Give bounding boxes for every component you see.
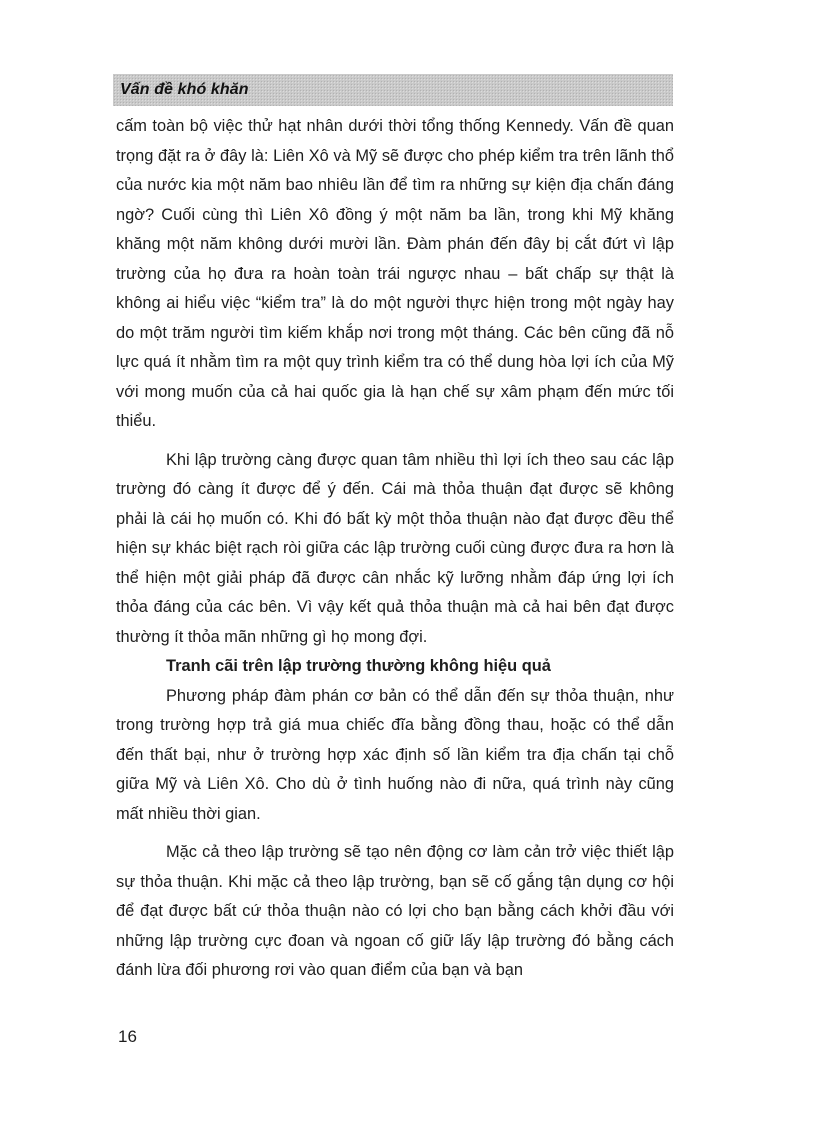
running-header-title: Vấn đề khó khăn <box>120 81 249 98</box>
page-number: 16 <box>118 1027 137 1046</box>
section-heading: Tranh cãi trên lập trường thường không hiệu quả <box>166 657 551 675</box>
paragraph-3: Phương pháp đàm phán cơ bản có thể dẫn đến sự thỏa thuận, như trong trường hợp trả giá mua chiếc đĩa bằng đồng thau, hoặc có thể dẫn đến thất bại, như ở trường hợp xác định số lần kiểm tra địa chấn tại chỗ giữa Mỹ và Liên Xô. Cho dù ở tình huống nào đi nữa, quá trình này cũng mất nhiều thời gian. <box>116 686 674 823</box>
paragraph-2: Khi lập trường càng được quan tâm nhiều thì lợi ích theo sau các lập trường đó càng ít được để ý đến. Cái mà thỏa thuận đạt được sẽ không phải là cái họ muốn có. Khi đó bất kỳ một thỏa thuận nào đạt được đều thể hiện sự khác biệt rạch ròi giữa các lập trường cuối cùng được đưa ra hơn là thể hiện một giải pháp đã được cân nhắc kỹ lưỡng nhằm đáp ứng lợi ích thỏa đáng của các bên. Vì vậy kết quả thỏa thuận mà cả hai bên đạt được thường ít thỏa mãn những gì họ mong đợi. <box>116 450 674 646</box>
paragraph-1: cấm toàn bộ việc thử hạt nhân dưới thời tổng thống Kennedy. Vấn đề quan trọng đặt ra ở đây là: Liên Xô và Mỹ sẽ được cho phép kiểm tra trên lãnh thổ của nước kia một năm bao nhiêu lần để tìm ra những sự kiện địa chấn đáng ngờ? Cuối cùng thì Liên Xô đồng ý một năm ba lần, trong khi Mỹ khăng khăng một năm không dưới mười lần. Đàm phán đến đây bị cắt đứt vì lập trường của họ đưa ra hoàn toàn trái ngược nhau – bất chấp sự thật là không ai hiểu việc “kiểm tra” là do một người thực hiện trong một ngày hay do một trăm người tìm kiếm khắp nơi trong một tháng. Các bên cũng đã nỗ lực quá ít nhằm tìm ra một quy trình kiểm tra có thể dung hòa lợi ích của Mỹ với mong muốn của cả hai quốc gia là hạn chế sự xâm phạm đến mức tối thiểu. <box>116 117 674 430</box>
paragraph-4: Mặc cả theo lập trường sẽ tạo nên động cơ làm cản trở việc thiết lập sự thỏa thuận. Khi mặc cả theo lập trường, bạn sẽ cố gắng tận dụng cơ hội để đạt được bất cứ thỏa thuận nào có lợi cho bạn bằng cách khởi đầu với những lập trường cực đoan và ngoan cố giữ lấy lập trường đó bằng cách đánh lừa đối phương rơi vào quan điểm của bạn và bạn <box>116 843 674 979</box>
running-header-bar <box>113 74 673 106</box>
page-body <box>116 112 674 986</box>
